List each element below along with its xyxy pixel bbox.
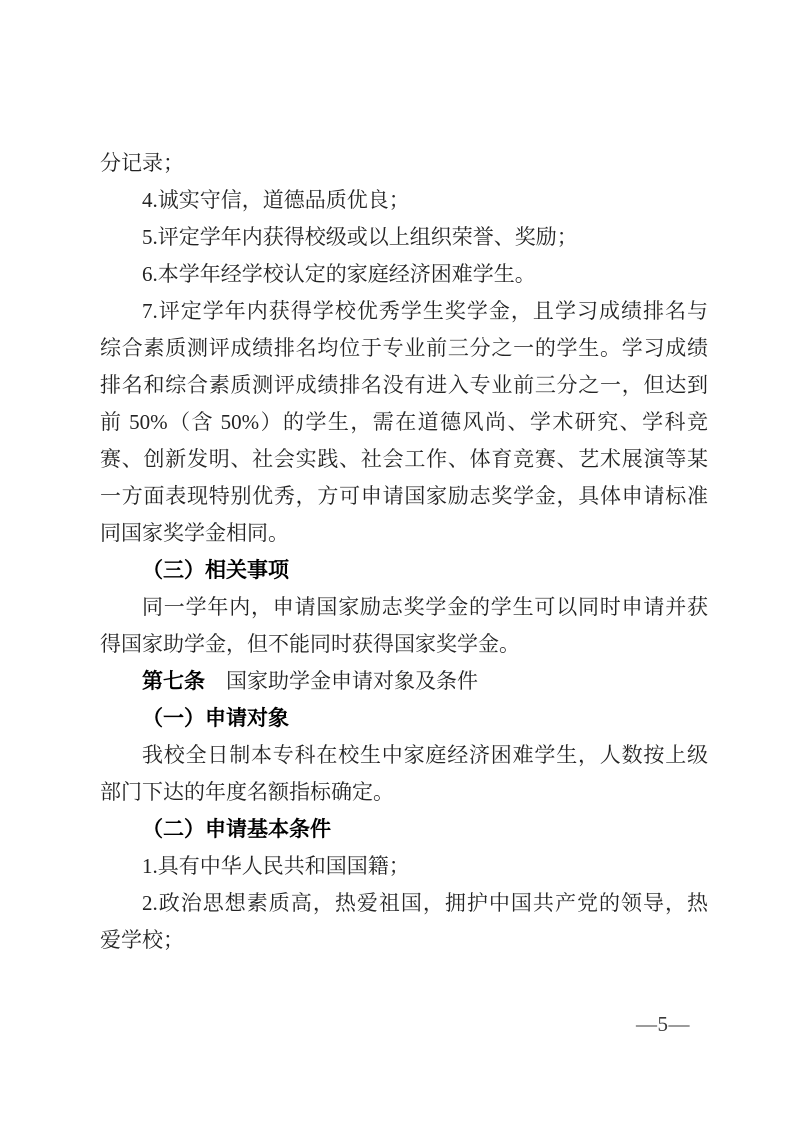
text-line	[100, 774, 708, 811]
text-line	[100, 885, 708, 922]
text-line	[100, 219, 708, 256]
text-run: 国家助学金申请对象及条件	[205, 669, 478, 693]
text-run: 4.诚实守信，道德品质优良；	[142, 188, 410, 212]
text-run: 分记录；	[100, 151, 184, 175]
text-line	[100, 626, 708, 663]
text-run: 得国家助学金，但不能同时获得国家奖学金。	[100, 632, 520, 656]
text-line	[100, 293, 708, 330]
text-run: 6.本学年经学校认定的家庭经济困难学生。	[142, 262, 536, 286]
text-run: 7.评定学年内获得学校优秀学生奖学金，且学习成绩排名与	[142, 299, 708, 323]
text-run: 2.政治思想素质高，热爱祖国，拥护中国共产党的领导，热	[142, 891, 708, 915]
text-run: 综合素质测评成绩排名均位于专业前三分之一的学生。学习成绩	[100, 336, 708, 360]
text-line	[100, 330, 708, 367]
text-line	[100, 811, 708, 848]
text-line	[100, 515, 708, 552]
text-line	[100, 922, 708, 959]
text-line	[100, 848, 708, 885]
text-run: 5.评定学年内获得校级或以上组织荣誉、奖励；	[142, 225, 578, 249]
text-run-bold: （三）相关事项	[142, 558, 289, 582]
text-line	[100, 737, 708, 774]
text-run-bold: 第七条	[142, 669, 205, 693]
document-body	[100, 145, 708, 959]
text-line	[100, 552, 708, 589]
text-run-bold: （一）申请对象	[142, 706, 289, 730]
text-line	[100, 145, 708, 182]
text-run: 同国家奖学金相同。	[100, 521, 289, 545]
text-run: 前 50%（含 50%）的学生，需在道德风尚、学术研究、学科竞	[100, 410, 708, 434]
text-run: 同一学年内，申请国家励志奖学金的学生可以同时申请并获	[142, 595, 708, 619]
text-line	[100, 441, 708, 478]
text-run: 部门下达的年度名额指标确定。	[100, 780, 394, 804]
text-run: 一方面表现特别优秀，方可申请国家励志奖学金，具体申请标准	[100, 484, 708, 508]
text-run: 排名和综合素质测评成绩排名没有进入专业前三分之一，但达到	[100, 373, 708, 397]
text-run-bold: （二）申请基本条件	[142, 817, 331, 841]
page-number: —5—	[636, 1012, 690, 1036]
text-line	[100, 367, 708, 404]
text-line	[100, 663, 708, 700]
text-run: 1.具有中华人民共和国国籍；	[142, 854, 410, 878]
text-run: 赛、创新发明、社会实践、社会工作、体育竞赛、艺术展演等某	[100, 447, 708, 471]
text-line	[100, 589, 708, 626]
text-line	[100, 700, 708, 737]
text-line	[100, 478, 708, 515]
text-line	[100, 256, 708, 293]
text-line	[100, 182, 708, 219]
text-run: 爱学校；	[100, 928, 184, 952]
text-run: 我校全日制本专科在校生中家庭经济困难学生，人数按上级	[142, 743, 708, 767]
text-line	[100, 404, 708, 441]
